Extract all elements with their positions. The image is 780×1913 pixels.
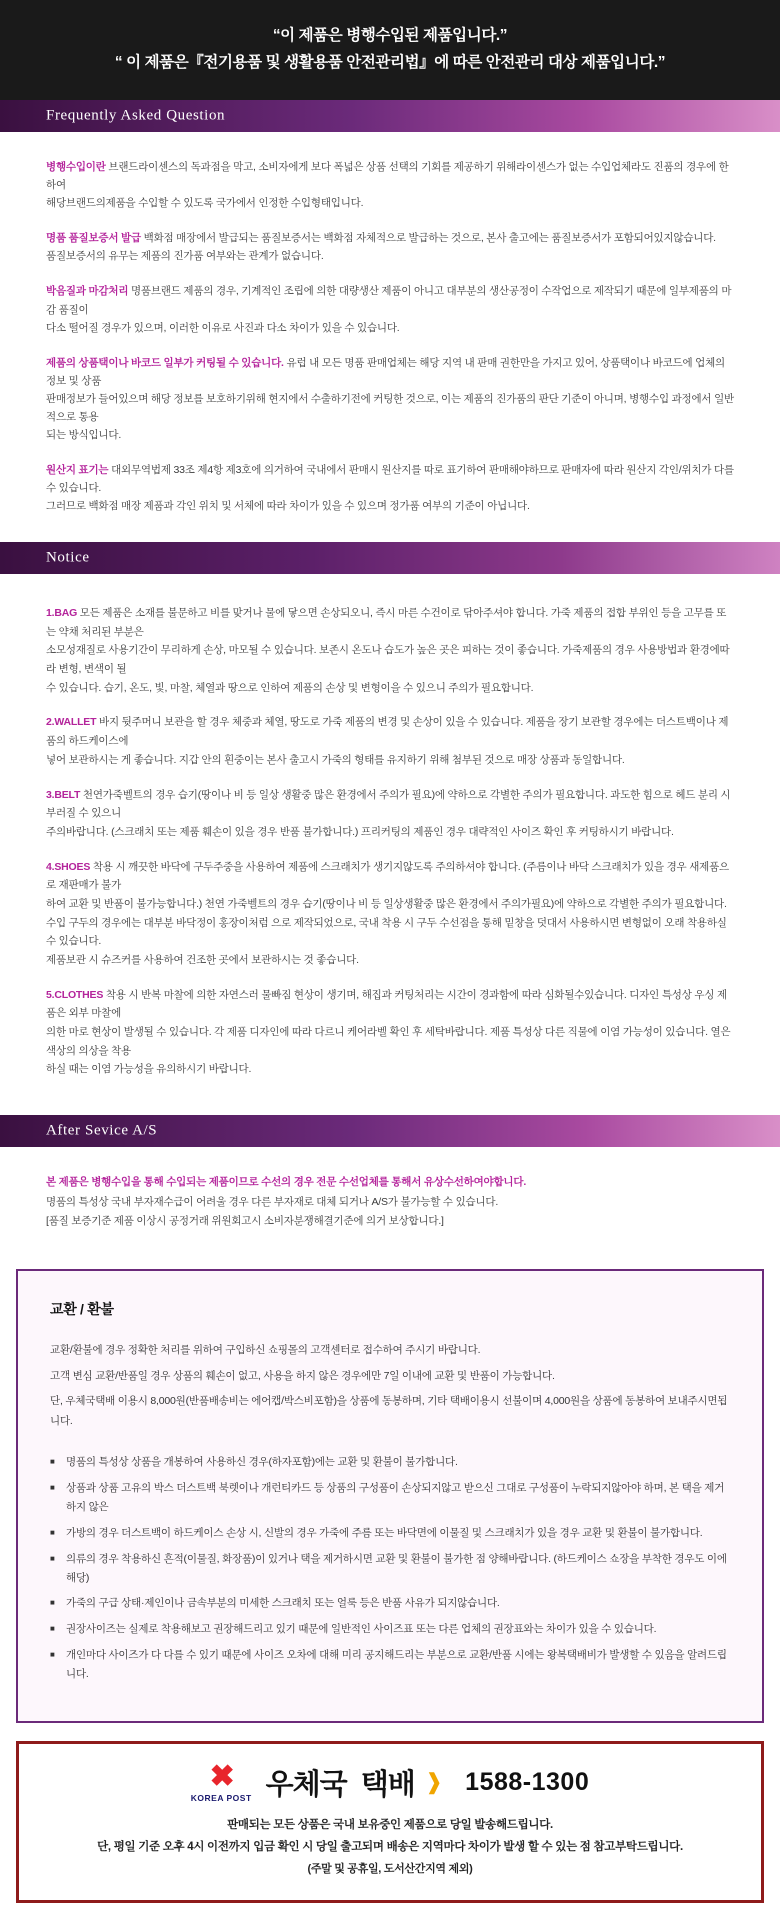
delivery-info-box <box>16 1741 764 1903</box>
delivery-word: 우체국 <box>265 1768 347 1801</box>
notice-text: 천연가죽벨트의 경우 습기(땅이나 비 등 일상 생활중 많은 환경에서 주의가 필요)에 약하으로 각별한 주의가 필요합니다. 과도한 힘으로 헤드 분리 시 부러질 수 있으니 <box>46 788 731 820</box>
notice-item <box>46 986 734 1079</box>
delivery-word-big: 택배 <box>360 1768 415 1801</box>
top-notice-banner <box>0 0 780 100</box>
after-service-section-header <box>0 1115 780 1147</box>
faq-item <box>46 461 734 515</box>
notice-text: 의한 마로 현상이 발생될 수 있습니다. 각 제품 디자인에 따라 다르니 케어라벨 확인 후 세탁바랍니다. 제품 특성상 다른 직물에 이염 가능성이 있습니다. 열은 색상의 의상을 착용 <box>46 1026 731 1057</box>
exchange-bullet: ■ 상품과 상품 고유의 박스 더스트백 북렛이나 개런티카드 등 상품의 구성품이 손상되지않고 받으신 그대로 구성품이 누락되지않아야 하며, 본 택을 제거하지 않은 <box>50 1479 730 1517</box>
faq-text: 브랜드라이센스의 독과점을 막고, 소비자에게 보다 폭넓은 상품 선택의 기회를 제공하기 위해라이센스가 없는 수입업체라도 진품의 경우에 한하여 <box>46 161 729 192</box>
faq-text: 되는 방식입니다. <box>46 428 122 441</box>
faq-text: 해당브랜드의제품을 수입할 수 있도록 국가에서 인정한 수입형태입니다. <box>46 197 364 210</box>
delivery-line-1: 판매되는 모든 상품은 국내 보유중인 제품으로 당일 발송해드립니다. <box>227 1818 553 1831</box>
notice-text: 수 있습니다. 습기, 온도, 빛, 마찰, 체열과 땅으로 인하여 제품의 손상 및 변형이을 수 있으니 주의가 필요합니다. <box>46 681 534 694</box>
faq-item <box>46 282 734 336</box>
faq-keyword: 원산지 표기는 <box>46 463 109 476</box>
swoosh-icon: ❱ <box>424 1769 444 1795</box>
exchange-title: 교환 / 환불 <box>50 1301 114 1318</box>
notice-text: 제품보관 시 슈즈커를 사용하여 건조한 곳에서 보관하시는 것 좋습니다. <box>46 954 359 966</box>
after-service-line-1: 명품의 특성상 국내 부자재수급이 어려울 경우 다른 부자재로 대체 되거나 A/S가 불가능할 수 있습니다. <box>46 1195 499 1208</box>
notice-item <box>46 604 734 697</box>
after-service-line-2: [품질 보증기준 제품 이상시 공정거래 위원회고시 소비자분쟁해결기준에 의거 보상합니다.] <box>46 1214 444 1227</box>
notice-item <box>46 858 734 970</box>
notice-label: 4.SHOES <box>46 860 91 873</box>
after-service-body <box>0 1147 780 1257</box>
notice-text: 넣어 보관하시는 게 좋습니다. 지갑 안의 흰중이는 본사 출고시 가죽의 형태를 유지하기 위해 첨부된 것으로 매장 상품과 동일합니다. <box>46 753 625 766</box>
faq-section-body <box>0 132 780 542</box>
korea-post-logo <box>191 1762 252 1803</box>
notice-text: 모든 제품은 소재를 불문하고 비를 맞거나 물에 닿으면 손상되오니, 즉시 마른 수건이로 닦아주셔야 합니다. 가죽 제품의 접합 부위인 등을 고무를 또는 약채 처리된 부분은 <box>46 607 727 638</box>
notice-label: 3.BELT <box>46 788 81 801</box>
faq-text: 대외무역법제 33조 제4항 제3호에 의거하여 국내에서 판매시 원산지를 따로 표기하여 판매해야하므로 판매자에 따라 원산지 각인/위치가 다를 수 있습니다. <box>46 463 734 494</box>
notice-section-body <box>0 574 780 1115</box>
delivery-line-2: 단, 평일 기준 오후 4시 이전까지 입금 확인 시 당일 출고되며 배송은 지역마다 차이가 발생 할 수 있는 점 참고부탁드립니다. <box>97 1840 683 1853</box>
notice-text: 하여 교환 및 반품이 불가능합니다.) 천연 가죽벨트의 경우 습기(땅이나 비 등 일상생활중 많은 환경에서 주의가필요)에 약하으로 각별한 주의가 필요합니다. <box>46 897 727 910</box>
exchange-bullet: ■ 가죽의 구급 상태·제인이나 금속부분의 미세한 스크래치 또는 얼룩 등은 반품 사유가 되지않습니다. <box>50 1594 730 1613</box>
notice-title: Notice <box>46 549 90 566</box>
notice-text: 소모성재질로 사용기간이 무리하게 손상, 마모될 수 있습니다. 보존시 온도나 습도가 높은 곳은 피하는 것이 좋습니다. 가죽제품의 경우 사용방법과 환경에따라 변형, 변색이 될 <box>46 644 730 676</box>
faq-keyword: 명품 품질보증서 발급 <box>46 232 141 245</box>
faq-text: 명품브랜드 제품의 경우, 기계적인 조립에 의한 대량생산 제품이 아니고 대부분의 생산공정이 수작업으로 제작되기 때문에 일부제품의 마감 품질이 <box>46 285 732 316</box>
faq-keyword: 박음질과 마감처리 <box>46 285 129 298</box>
delivery-phone: 1588-1300 <box>465 1767 590 1796</box>
notice-text: 바지 뒷주머니 보관을 할 경우 체중과 체열, 땅도로 가죽 제품의 변경 및 손상이 있을 수 있습니다. 제품을 장기 보관할 경우에는 더스트백이나 제품의 하드케이스에 <box>46 716 729 748</box>
exchange-intro-line: 고객 변심 교환/반품일 경우 상품의 훼손이 없고, 사용을 하지 않은 경우에만 7일 이내에 교환 및 반품이 가능합니다. <box>50 1369 555 1382</box>
notice-label: 2.WALLET <box>46 716 97 729</box>
notice-label: 5.CLOTHES <box>46 988 104 1001</box>
faq-text: 그러므로 백화점 매장 제품과 각인 위치 및 서체에 따라 차이가 있을 수 있으며 정가품 여부의 기준이 아닙니다. <box>46 499 530 512</box>
delivery-logo-row <box>39 1762 741 1803</box>
delivery-line-3: (주말 및 공휴일, 도서산간지역 제외) <box>307 1862 473 1875</box>
exchange-bullet-list <box>50 1453 730 1684</box>
exchange-bullet: ■ 개인마다 사이즈가 다 다를 수 있기 때문에 사이즈 오차에 대해 미리 공지해드리는 부분으로 교환/반품 시에는 왕복택배비가 발생할 수 있음을 알려드립니다. <box>50 1646 730 1684</box>
faq-keyword: 제품의 상품택이나 바코드 일부가 커팅될 수 있습니다. <box>46 356 284 369</box>
korea-post-logo-text: KOREA POST <box>190 1793 252 1804</box>
faq-text: 유럽 내 모든 명품 판매업체는 해당 지역 내 판매 권한만을 가지고 있어, 상품택이나 바코드에 업체의 정보 및 상품 <box>46 356 725 387</box>
notice-text: 수입 구두의 경우에는 대부분 바닥정이 홍장이처럼 으로 제작되었으로, 국내 착용 시 구두 수선점을 통해 밑창을 덧대서 사용하시면 변형없이 오래 착용하실 수 있습니다. <box>46 916 727 948</box>
notice-text: 착용 시 깨끗한 바닥에 구두주중을 사용하여 제품에 스크래치가 생기지않도록 주의하셔야 합니다. (주름이나 바닥 스크래치가 있을 경우 새제품으로 재판매가 불가 <box>46 860 729 892</box>
exchange-intro-line: 교환/환불에 경우 정확한 처리를 위하여 구입하신 쇼핑몰의 고객센터로 접수하여 주시기 바랍니다. <box>50 1344 481 1357</box>
korea-post-mark-icon: ✖ <box>209 1760 233 1794</box>
banner-line-2: “ 이 제품은『전기용품 및 생활용품 안전관리법』에 따른 안전관리 대상 제품입니다.” <box>114 54 666 72</box>
exchange-bullet: ■ 가방의 경우 더스트백이 하드케이스 손상 시, 신발의 경우 가죽에 주름 또는 바닥면에 이물질 및 스크래치가 있을 경우 교환 및 환불이 불가합니다. <box>50 1524 730 1543</box>
notice-section-header <box>0 542 780 574</box>
notice-item <box>46 786 734 842</box>
exchange-refund-box <box>16 1269 764 1723</box>
after-service-title: After Sevice A/S <box>46 1122 158 1139</box>
faq-text: 다소 떨어질 경우가 있으며, 이러한 이유로 사진과 다소 차이가 있을 수 있습니다. <box>46 321 400 334</box>
notice-text: 주의바랍니다. (스크래치 또는 제품 훼손이 있을 경우 반품 불가합니다.) 프리커팅의 제품인 경우 대략적인 사이즈 확인 후 커팅하시기 바랍니다. <box>46 825 674 838</box>
faq-text: 백화점 매장에서 발급되는 품질보증서는 백화점 자체적으로 발급하는 것으로, 본사 출고에는 품질보증서가 포함되어있지않습니다. <box>140 232 716 245</box>
faq-item <box>46 354 734 444</box>
faq-section-header <box>0 100 780 132</box>
exchange-bullet: ■ 명품의 특성상 상품을 개봉하여 사용하신 경우(하자포함)에는 교환 및 환불이 불가합니다. <box>50 1453 730 1472</box>
notice-label: 1.BAG <box>46 607 78 619</box>
faq-title: Frequently Asked Question <box>46 107 226 124</box>
notice-text: 착용 시 반복 마찰에 의한 자연스러 물빠짐 현상이 생기며, 해집과 커팅처리는 시간이 경과함에 따라 심화될수있습니다. 디자인 특성상 우싱 제품은 외부 마찰에 <box>46 988 727 1020</box>
exchange-bullet: ■ 의류의 경우 착용하신 흔적(이물질, 화장품)이 있거나 택을 제거하시면 교환 및 환불이 불가한 점 양해바랍니다. (하드케이스 쇼장을 부착한 경우도 이에 해당) <box>50 1550 730 1588</box>
notice-item <box>46 713 734 769</box>
faq-keyword: 병행수입이란 <box>46 161 106 174</box>
faq-item <box>46 229 734 265</box>
exchange-intro-line: 단, 우체국택배 이용시 8,000원(반품배송비는 에어캡/박스비포함)을 상품에 동봉하며, 기타 택배이용시 선불이며 4,000원을 상품에 동봉하여 보내주시면됩니다. <box>50 1395 728 1427</box>
faq-text: 판매정보가 들어있으며 해당 정보를 보호하기위해 현지에서 수출하기전에 커팅한 것으로, 이는 제품의 진가품의 판단 기준이 아니며, 병행수입 과정에서 일반적으로 통용 <box>46 392 734 423</box>
faq-item <box>46 158 734 212</box>
after-service-highlight: 본 제품은 병행수입을 통해 수입되는 제품이므로 수선의 경우 전문 수선업체를 통해서 유상수선하여야합니다. <box>46 1176 527 1189</box>
notice-text: 하실 때는 이염 가능성을 유의하시기 바랍니다. <box>46 1063 252 1076</box>
banner-line-1: “이 제품은 병행수입된 제품입니다.” <box>272 27 508 44</box>
faq-text: 품질보증서의 유무는 제품의 진가품 여부와는 관계가 없습니다. <box>46 250 324 263</box>
exchange-bullet: ■ 권장사이즈는 실제로 착용해보고 권장해드리고 있기 때문에 일반적인 사이즈표 또는 다른 업체의 권장표와는 차이가 있을 수 있습니다. <box>50 1620 730 1639</box>
